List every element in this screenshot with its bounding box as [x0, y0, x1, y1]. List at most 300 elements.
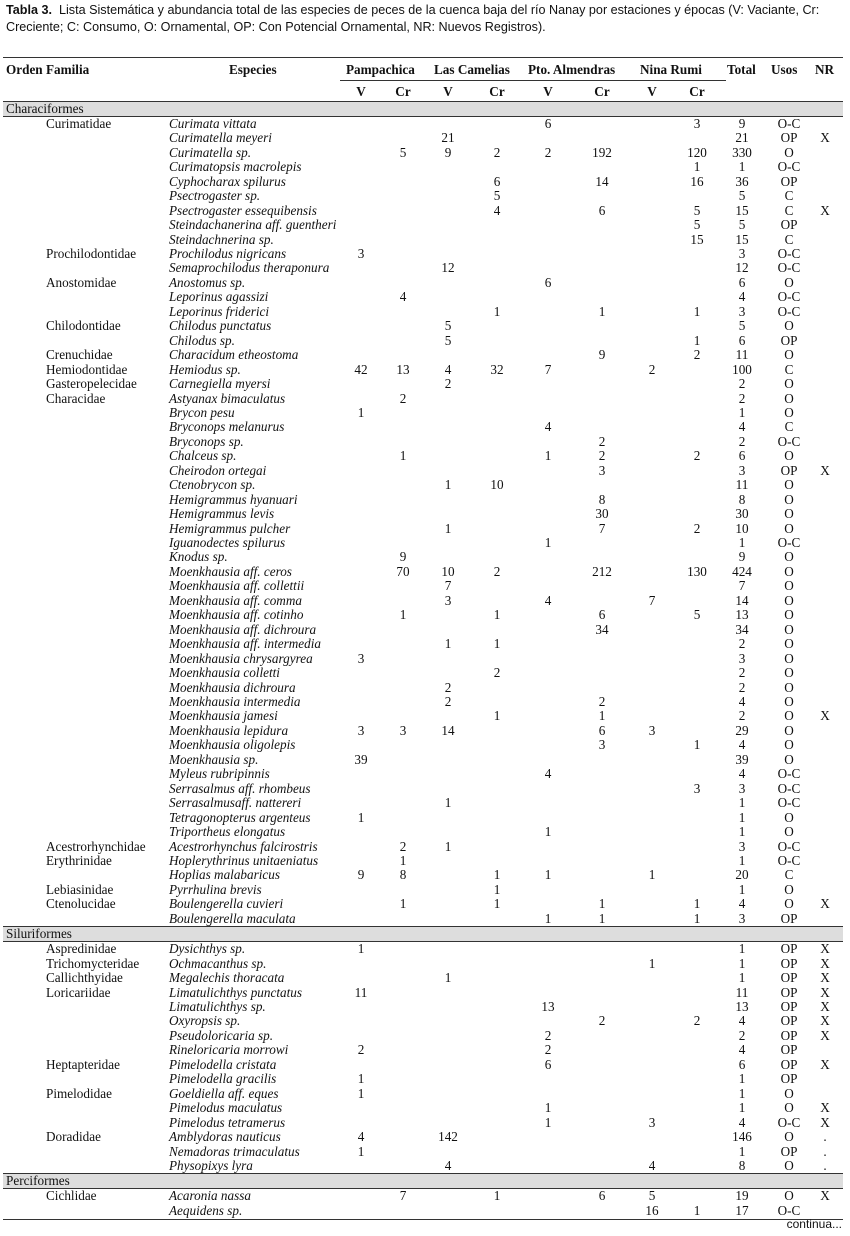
species-cell: Curimatella meyeri [169, 130, 272, 145]
count-v-cell: 1 [357, 810, 365, 825]
species-cell: Moenkhausia jamesi [169, 708, 278, 723]
nr-cell: X [820, 970, 830, 985]
usos-cell: O [784, 549, 794, 564]
nr-cell: X [820, 1013, 830, 1028]
orden-rule [3, 116, 843, 117]
count-cr-cell: 1 [693, 1203, 701, 1218]
total-cell: 39 [735, 752, 749, 767]
orden-rule [3, 941, 843, 942]
species-cell: Brycon pesu [169, 405, 235, 420]
count-cr-cell: 1 [693, 159, 701, 174]
usos-cell: OP [780, 970, 798, 985]
total-cell: 4 [738, 1115, 746, 1130]
count-v-cell: 1 [357, 1071, 365, 1086]
usos-cell: O-C [777, 1203, 801, 1218]
total-cell: 4 [738, 419, 746, 434]
species-cell: Pimelodus maculatus [169, 1100, 283, 1115]
species-cell: Curimatella sp. [169, 145, 252, 160]
count-v-cell: 3 [648, 723, 656, 738]
usos-cell: C [784, 867, 794, 882]
orden-name: Perciformes [6, 1173, 70, 1189]
count-cr-cell: 2 [598, 434, 606, 449]
total-cell: 8 [738, 1158, 746, 1173]
count-cr-cell: 1 [693, 333, 701, 348]
count-v-cell: 142 [438, 1129, 458, 1144]
total-cell: 1 [738, 810, 746, 825]
count-v-cell: 2 [444, 376, 452, 391]
total-cell: 3 [738, 246, 746, 261]
count-v-cell: 4 [357, 1129, 365, 1144]
count-v-cell: 7 [444, 578, 452, 593]
count-cr-cell: 2 [399, 839, 407, 854]
total-cell: 14 [735, 593, 749, 608]
nr-cell: X [820, 956, 830, 971]
total-cell: 30 [735, 506, 749, 521]
species-cell: Physopixys lyra [169, 1158, 253, 1173]
usos-cell: O [784, 448, 794, 463]
count-cr-cell: 3 [399, 723, 407, 738]
count-v-cell: 12 [441, 260, 455, 275]
usos-cell: OP [780, 1013, 798, 1028]
familia-cell: Erythrinidae [46, 853, 112, 868]
nr-cell: X [820, 1188, 830, 1203]
total-cell: 8 [738, 492, 746, 507]
species-cell: Moenkhausia sp. [169, 752, 259, 767]
header-station-2: Las Camelias [434, 62, 510, 77]
total-cell: 36 [735, 174, 749, 189]
usos-cell: O [784, 1158, 794, 1173]
total-cell: 3 [738, 911, 746, 926]
count-cr-cell: 192 [592, 145, 612, 160]
species-cell: Pimelodus tetramerus [169, 1115, 286, 1130]
count-v-cell: 6 [544, 116, 552, 131]
usos-cell: O [784, 145, 794, 160]
species-cell: Acaronia nassa [169, 1188, 251, 1203]
count-cr-cell: 1 [493, 708, 501, 723]
species-cell: Psectrogaster sp. [169, 188, 261, 203]
species-cell: Limatulichthys punctatus [169, 985, 302, 1000]
count-v-cell: 3 [357, 651, 365, 666]
count-cr-cell: 212 [592, 564, 612, 579]
total-cell: 7 [738, 578, 746, 593]
usos-cell: O [784, 622, 794, 637]
usos-cell: OP [780, 1071, 798, 1086]
total-cell: 1 [738, 970, 746, 985]
count-cr-cell: 6 [598, 203, 606, 218]
table-caption [6, 2, 842, 36]
count-cr-cell: 3 [693, 116, 701, 131]
species-cell: Moenkhausia chrysargyrea [169, 651, 313, 666]
count-v-cell: 1 [444, 477, 452, 492]
species-cell: Boulengerella cuvieri [169, 896, 284, 911]
count-v-cell: 1 [544, 1100, 552, 1115]
total-cell: 5 [738, 188, 746, 203]
total-cell: 15 [735, 203, 749, 218]
usos-cell: OP [780, 463, 798, 478]
species-cell: Steindachanerina aff. guentheri [169, 217, 337, 232]
subheader-cr-4: Cr [689, 84, 705, 99]
nr-cell: X [820, 203, 830, 218]
species-cell: Characidum etheostoma [169, 347, 299, 362]
total-cell: 2 [738, 665, 746, 680]
count-cr-cell: 1 [598, 708, 606, 723]
count-cr-cell: 8 [399, 867, 407, 882]
usos-cell: O-C [777, 1115, 801, 1130]
usos-cell: OP [780, 174, 798, 189]
usos-cell: O-C [777, 289, 801, 304]
count-v-cell: 3 [357, 246, 365, 261]
usos-cell: O [784, 737, 794, 752]
species-cell: Megalechis thoracata [169, 970, 285, 985]
species-cell: Psectrogaster essequibensis [169, 203, 317, 218]
caption-text: Lista Sistemática y abundancia total de las especies de peces de la cuenca baja del río Nanay por estaciones y épocas (V: Vaciante, Cr: Creciente; C: Consumo, O: Ornamental, OP: Con Potencial Ornamental, NR: Nuevos Registros). [6, 3, 820, 34]
familia-cell: Pimelodidae [46, 1086, 112, 1101]
count-cr-cell: 1 [493, 1188, 501, 1203]
familia-cell: Hemiodontidae [46, 362, 128, 377]
total-cell: 34 [735, 622, 749, 637]
species-cell: Chalceus sp. [169, 448, 237, 463]
nr-cell: X [820, 1115, 830, 1130]
total-cell: 2 [738, 680, 746, 695]
total-cell: 6 [738, 1057, 746, 1072]
usos-cell: O [784, 405, 794, 420]
total-cell: 4 [738, 1013, 746, 1028]
usos-cell: OP [780, 1057, 798, 1072]
usos-cell: OP [780, 217, 798, 232]
species-cell: Myleus rubripinnis [169, 766, 270, 781]
familia-cell: Callichthyidae [46, 970, 123, 985]
usos-cell: O [784, 492, 794, 507]
species-cell: Serrasalmusaff. nattereri [169, 795, 302, 810]
count-v-cell: 6 [544, 1057, 552, 1072]
usos-cell: O-C [777, 116, 801, 131]
species-cell: Hoplias malabaricus [169, 867, 280, 882]
count-cr-cell: 2 [493, 564, 501, 579]
usos-cell: OP [780, 1028, 798, 1043]
orden-rule [3, 101, 843, 102]
familia-cell: Loricariidae [46, 985, 111, 1000]
total-cell: 1 [738, 795, 746, 810]
count-cr-cell: 1 [399, 448, 407, 463]
count-cr-cell: 6 [598, 1188, 606, 1203]
caption-label: Tabla 3. [6, 3, 52, 17]
familia-cell: Crenuchidae [46, 347, 113, 362]
count-v-cell: 9 [444, 145, 452, 160]
usos-cell: O [784, 607, 794, 622]
nr-cell: X [820, 941, 830, 956]
count-v-cell: 39 [354, 752, 368, 767]
count-v-cell: 4 [444, 362, 452, 377]
header-orden: Orden [6, 62, 43, 77]
count-v-cell: 1 [444, 839, 452, 854]
usos-cell: O [784, 347, 794, 362]
count-cr-cell: 9 [399, 549, 407, 564]
species-cell: Carnegiella myersi [169, 376, 271, 391]
total-cell: 4 [738, 289, 746, 304]
total-cell: 2 [738, 376, 746, 391]
count-v-cell: 1 [544, 824, 552, 839]
total-cell: 3 [738, 839, 746, 854]
total-cell: 20 [735, 867, 749, 882]
count-cr-cell: 1 [598, 304, 606, 319]
usos-cell: O-C [777, 304, 801, 319]
count-cr-cell: 1 [598, 911, 606, 926]
species-cell: Moenkhausia lepidura [169, 723, 289, 738]
count-cr-cell: 2 [399, 391, 407, 406]
total-cell: 146 [732, 1129, 752, 1144]
familia-cell: Characidae [46, 391, 106, 406]
header-especies: Especies [229, 62, 277, 77]
usos-cell: C [784, 203, 794, 218]
subheader-v-4: V [647, 84, 657, 99]
usos-cell: O [784, 506, 794, 521]
subheader-cr-2: Cr [489, 84, 505, 99]
subheader-cr-1: Cr [395, 84, 411, 99]
count-v-cell: 2 [357, 1042, 365, 1057]
count-cr-cell: 6 [598, 607, 606, 622]
total-cell: 4 [738, 1042, 746, 1057]
species-cell: Ctenobrycon sp. [169, 477, 256, 492]
species-cell: Semaprochilodus theraponura [169, 260, 330, 275]
total-cell: 1 [738, 405, 746, 420]
count-cr-cell: 34 [595, 622, 609, 637]
usos-cell: O [784, 376, 794, 391]
header-familia: Familia [46, 62, 90, 77]
total-cell: 1 [738, 1100, 746, 1115]
familia-cell: Aspredinidae [46, 941, 117, 956]
count-v-cell: 5 [444, 318, 452, 333]
count-cr-cell: 13 [396, 362, 410, 377]
species-cell: Moenkhausia aff. comma [169, 593, 302, 608]
nr-cell: X [820, 985, 830, 1000]
species-cell: Leporinus agassizi [169, 289, 269, 304]
header-station-4: Nina Rumi [640, 62, 702, 77]
nr-cell: . [823, 1129, 827, 1144]
species-cell: Moenkhausia oligolepis [169, 737, 296, 752]
count-cr-cell: 1 [493, 304, 501, 319]
usos-cell: O-C [777, 795, 801, 810]
usos-cell: O [784, 882, 794, 897]
count-v-cell: 1 [357, 1144, 365, 1159]
count-cr-cell: 6 [493, 174, 501, 189]
species-cell: Moenkhausia dichroura [169, 680, 296, 695]
total-cell: 13 [735, 607, 749, 622]
count-v-cell: 11 [354, 985, 368, 1000]
species-cell: Bryconops melanurus [169, 419, 285, 434]
count-cr-cell: 5 [693, 217, 701, 232]
total-cell: 9 [738, 549, 746, 564]
familia-cell: Gasteropelecidae [46, 376, 137, 391]
total-cell: 6 [738, 333, 746, 348]
count-v-cell: 9 [357, 867, 365, 882]
usos-cell: O-C [777, 766, 801, 781]
count-cr-cell: 6 [598, 723, 606, 738]
count-cr-cell: 16 [690, 174, 704, 189]
subheader-v-3: V [543, 84, 553, 99]
usos-cell: C [784, 188, 794, 203]
total-cell: 1 [738, 535, 746, 550]
count-cr-cell: 120 [687, 145, 707, 160]
count-v-cell: 16 [645, 1203, 659, 1218]
usos-cell: O [784, 810, 794, 825]
count-cr-cell: 1 [493, 882, 501, 897]
familia-cell: Prochilodontidae [46, 246, 137, 261]
count-v-cell: 3 [357, 723, 365, 738]
count-v-cell: 5 [648, 1188, 656, 1203]
count-v-cell: 2 [544, 1042, 552, 1057]
usos-cell: O [784, 723, 794, 738]
species-cell: Triportheus elongatus [169, 824, 286, 839]
count-cr-cell: 9 [598, 347, 606, 362]
total-cell: 1 [738, 159, 746, 174]
count-cr-cell: 1 [598, 896, 606, 911]
total-cell: 3 [738, 304, 746, 319]
species-cell: Moenkhausia aff. dichroura [169, 622, 317, 637]
count-cr-cell: 4 [493, 203, 501, 218]
usos-cell: OP [780, 130, 798, 145]
subheader-cr-3: Cr [594, 84, 610, 99]
total-cell: 2 [738, 708, 746, 723]
nr-cell: X [820, 1057, 830, 1072]
count-cr-cell: 5 [493, 188, 501, 203]
header-station-3: Pto. Almendras [528, 62, 616, 77]
species-cell: Rineloricaria morrowi [169, 1042, 289, 1057]
orden-rule [3, 1188, 843, 1189]
species-cell: Acestrorhynchus falcirostris [169, 839, 318, 854]
count-cr-cell: 1 [399, 896, 407, 911]
count-v-cell: 1 [444, 521, 452, 536]
total-cell: 4 [738, 766, 746, 781]
count-v-cell: 4 [544, 419, 552, 434]
table-top-rule [3, 57, 843, 58]
count-cr-cell: 1 [493, 607, 501, 622]
usos-cell: O-C [777, 535, 801, 550]
familia-cell: Trichomycteridae [46, 956, 140, 971]
total-cell: 6 [738, 448, 746, 463]
total-cell: 1 [738, 853, 746, 868]
total-cell: 5 [738, 318, 746, 333]
count-cr-cell: 5 [693, 203, 701, 218]
count-cr-cell: 2 [598, 694, 606, 709]
orden-row [3, 926, 843, 941]
familia-cell: Curimatidae [46, 116, 112, 131]
continua-label: continua... [786, 1217, 842, 1231]
total-cell: 4 [738, 737, 746, 752]
usos-cell: O-C [777, 853, 801, 868]
species-cell: Astyanax bimaculatus [169, 391, 286, 406]
count-cr-cell: 15 [690, 232, 704, 247]
species-cell: Amblydoras nauticus [169, 1129, 281, 1144]
total-cell: 424 [732, 564, 752, 579]
usos-cell: O [784, 896, 794, 911]
count-cr-cell: 1 [493, 867, 501, 882]
species-cell: Hemigrammus levis [169, 506, 275, 521]
total-cell: 11 [735, 985, 749, 1000]
header-total: Total [727, 62, 756, 77]
usos-cell: OP [780, 1042, 798, 1057]
species-cell: Nemadoras trimaculatus [169, 1144, 300, 1159]
count-cr-cell: 4 [399, 289, 407, 304]
station-rule [340, 80, 726, 81]
count-cr-cell: 1 [493, 896, 501, 911]
count-cr-cell: 30 [595, 506, 609, 521]
total-cell: 11 [735, 347, 749, 362]
nr-cell: X [820, 130, 830, 145]
usos-cell: O-C [777, 434, 801, 449]
nr-cell: . [823, 1158, 827, 1173]
total-cell: 4 [738, 896, 746, 911]
count-cr-cell: 7 [399, 1188, 407, 1203]
usos-cell: O-C [777, 260, 801, 275]
species-cell: Boulengerella maculata [169, 911, 296, 926]
total-cell: 1 [738, 941, 746, 956]
subheader-v-1: V [356, 84, 366, 99]
header-station-1: Pampachica [346, 62, 415, 77]
usos-cell: OP [780, 333, 798, 348]
count-v-cell: 7 [648, 593, 656, 608]
species-cell: Tetragonopterus argenteus [169, 810, 311, 825]
count-cr-cell: 1 [693, 304, 701, 319]
nr-cell: X [820, 1100, 830, 1115]
total-cell: 330 [732, 145, 752, 160]
usos-cell: O [784, 636, 794, 651]
total-cell: 1 [738, 1086, 746, 1101]
orden-rule [3, 926, 843, 927]
count-cr-cell: 2 [693, 448, 701, 463]
count-cr-cell: 1 [693, 911, 701, 926]
nr-cell: X [820, 999, 830, 1014]
count-cr-cell: 1 [493, 636, 501, 651]
usos-cell: C [784, 232, 794, 247]
species-cell: Prochilodus nigricans [169, 246, 287, 261]
usos-cell: O [784, 680, 794, 695]
species-cell: Iguanodectes spilurus [169, 535, 286, 550]
count-v-cell: 1 [357, 405, 365, 420]
usos-cell: O [784, 665, 794, 680]
count-v-cell: 2 [544, 1028, 552, 1043]
species-cell: Dysichthys sp. [169, 941, 246, 956]
total-cell: 10 [735, 521, 749, 536]
species-cell: Pyrrhulina brevis [169, 882, 262, 897]
species-cell: Moenkhausia colletti [169, 665, 280, 680]
species-cell: Moenkhausia intermedia [169, 694, 301, 709]
orden-rule [3, 1173, 843, 1174]
table-bottom-rule [3, 1219, 843, 1220]
count-cr-cell: 3 [693, 781, 701, 796]
count-cr-cell: 130 [687, 564, 707, 579]
total-cell: 1 [738, 882, 746, 897]
species-cell: Goeldiella aff. eques [169, 1086, 279, 1101]
count-v-cell: 6 [544, 275, 552, 290]
usos-cell: O-C [777, 159, 801, 174]
familia-cell: Acestrorhynchidae [46, 839, 146, 854]
count-v-cell: 2 [444, 694, 452, 709]
count-v-cell: 42 [354, 362, 368, 377]
total-cell: 15 [735, 232, 749, 247]
count-cr-cell: 5 [399, 145, 407, 160]
usos-cell: O [784, 564, 794, 579]
nr-cell: X [820, 896, 830, 911]
orden-name: Siluriformes [6, 926, 72, 942]
count-v-cell: 1 [444, 970, 452, 985]
subheader-v-2: V [443, 84, 453, 99]
total-cell: 2 [738, 1028, 746, 1043]
count-cr-cell: 70 [396, 564, 410, 579]
count-v-cell: 1 [544, 448, 552, 463]
total-cell: 2 [738, 391, 746, 406]
usos-cell: O [784, 318, 794, 333]
count-cr-cell: 2 [598, 1013, 606, 1028]
